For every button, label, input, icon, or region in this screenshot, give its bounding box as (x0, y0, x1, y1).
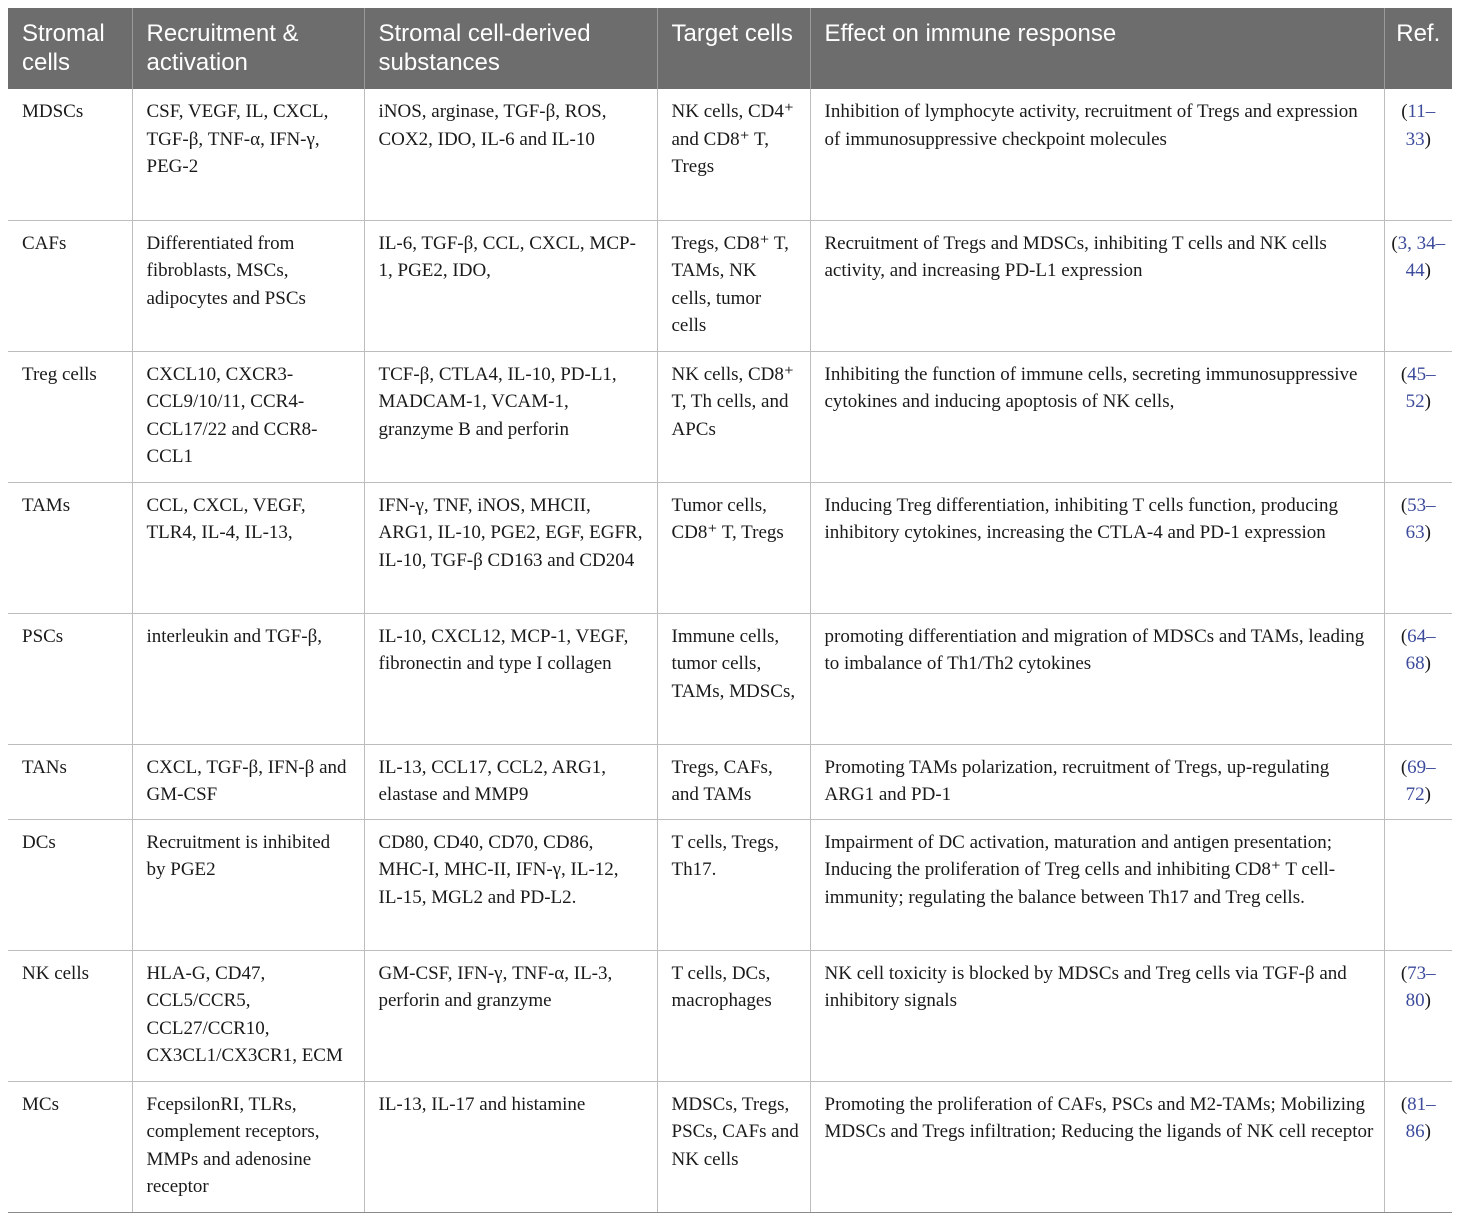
table-row (8, 744, 1452, 819)
cell-recruitment: interleukin and TGF-β, (132, 613, 364, 744)
cell-substances: iNOS, arginase, TGF-β, ROS, COX2, IDO, IL-6 and IL-10 (364, 89, 657, 220)
ref-close-paren: ) (1424, 653, 1431, 674)
header-target-cells: Target cells (657, 8, 810, 89)
cell-ref (1384, 744, 1452, 819)
header-recruitment-activation: Recruitment & activation (132, 8, 364, 89)
ref-open-paren: ( (1400, 756, 1408, 778)
cell-effect: promoting differentiation and migration of MDSCs and TAMs, leading to imbalance of Th1/Th2 cytokines (810, 613, 1384, 744)
cell-targets: Tregs, CAFs, and TAMs (657, 744, 810, 819)
ref-close-paren: ) (1424, 990, 1431, 1011)
cell-stromal: Treg cells (8, 351, 132, 482)
cell-recruitment: CXCL, TGF-β, IFN-β and GM-CSF (132, 744, 364, 819)
cell-effect: NK cell toxicity is blocked by MDSCs and Treg cells via TGF-β and inhibitory signals (810, 950, 1384, 1081)
cell-targets: Tregs, CD8⁺ T, TAMs, NK cells, tumor cells (657, 220, 810, 351)
ref-open-paren: ( (1391, 232, 1398, 254)
ref-open-paren: ( (1400, 1093, 1408, 1115)
cell-recruitment: HLA-G, CD47, CCL5/CCR5, CCL27/CCR10, CX3CL1/CX3CR1, ECM (132, 950, 364, 1081)
cell-stromal: PSCs (8, 613, 132, 744)
cell-stromal: TANs (8, 744, 132, 819)
ref-open-paren: ( (1401, 101, 1408, 122)
ref-link[interactable]: 81–86 (1405, 1093, 1436, 1142)
cell-ref (1384, 482, 1452, 613)
cell-ref (1384, 220, 1452, 351)
table-header (8, 8, 1452, 89)
cell-effect: Recruitment of Tregs and MDSCs, inhibiting T cells and NK cells activity, and increasing PD-L1 expression (810, 220, 1384, 351)
cell-substances: IL-6, TGF-β, CCL, CXCL, MCP-1, PGE2, IDO, (364, 220, 657, 351)
ref-link[interactable]: 69–72 (1405, 756, 1436, 805)
table-row (8, 1081, 1452, 1212)
cell-stromal: TAMs (8, 482, 132, 613)
cell-substances: GM-CSF, IFN-γ, TNF-α, IL-3, perforin and granzyme (364, 950, 657, 1081)
cell-ref (1384, 950, 1452, 1081)
cell-effect: Promoting the proliferation of CAFs, PSCs and M2-TAMs; Mobilizing MDSCs and Tregs infiltration; Reducing the ligands of NK cell receptor (810, 1081, 1384, 1212)
ref-open-paren: ( (1400, 625, 1408, 647)
cell-substances: IL-13, CCL17, CCL2, ARG1, elastase and MMP9 (364, 744, 657, 819)
cell-targets: NK cells, CD4⁺ and CD8⁺ T, Tregs (657, 89, 810, 220)
cell-stromal: MCs (8, 1081, 132, 1212)
cell-substances: IFN-γ, TNF, iNOS, MHCII, ARG1, IL-10, PGE2, EGF, EGFR, IL-10, TGF-β CD163 and CD204 (364, 482, 657, 613)
cell-targets: NK cells, CD8⁺ T, Th cells, and APCs (657, 351, 810, 482)
cell-substances: IL-10, CXCL12, MCP-1, VEGF, fibronectin and type I collagen (364, 613, 657, 744)
cell-recruitment: CXCL10, CXCR3-CCL9/10/11, CCR4-CCL17/22 and CCR8-CCL1 (132, 351, 364, 482)
header-effect-immune-response: Effect on immune response (810, 8, 1384, 89)
table-row (8, 819, 1452, 950)
ref-close-paren: ) (1424, 260, 1431, 281)
ref-close-paren: ) (1424, 1121, 1431, 1142)
table-body (8, 89, 1452, 1212)
cell-ref (1384, 1081, 1452, 1212)
table-row (8, 482, 1452, 613)
cell-targets: Tumor cells, CD8⁺ T, Tregs (657, 482, 810, 613)
ref-link[interactable]: 3, 34–44 (1397, 232, 1446, 281)
ref-link[interactable]: 73–80 (1405, 962, 1436, 1011)
ref-open-paren: ( (1400, 962, 1408, 984)
table-row (8, 89, 1452, 220)
header-derived-substances: Stromal cell-derived substances (364, 8, 657, 89)
cell-stromal: NK cells (8, 950, 132, 1081)
ref-open-paren: ( (1400, 363, 1408, 385)
cell-stromal: DCs (8, 819, 132, 950)
ref-link[interactable]: 53–63 (1405, 494, 1436, 543)
cell-targets: MDSCs, Tregs, PSCs, CAFs and NK cells (657, 1081, 810, 1212)
cell-effect: Inducing Treg differentiation, inhibiting T cells function, producing inhibitory cytokines, increasing the CTLA-4 and PD-1 expression (810, 482, 1384, 613)
cell-targets: T cells, Tregs, Th17. (657, 819, 810, 950)
ref-close-paren: ) (1424, 128, 1431, 150)
cell-recruitment: Recruitment is inhibited by PGE2 (132, 819, 364, 950)
cell-effect: Promoting TAMs polarization, recruitment of Tregs, up-regulating ARG1 and PD-1 (810, 744, 1384, 819)
cell-ref (1384, 613, 1452, 744)
cell-recruitment: CCL, CXCL, VEGF, TLR4, IL-4, IL-13, (132, 482, 364, 613)
ref-close-paren: ) (1424, 784, 1431, 805)
cell-effect: Inhibiting the function of immune cells, secreting immunosuppressive cytokines and inducing apoptosis of NK cells, (810, 351, 1384, 482)
ref-link[interactable]: 11–33 (1405, 101, 1436, 150)
ref-close-paren: ) (1424, 522, 1431, 543)
ref-open-paren: ( (1400, 494, 1408, 516)
ref-link[interactable]: 64–68 (1405, 625, 1436, 674)
cell-recruitment: CSF, VEGF, IL, CXCL, TGF-β, TNF-α, IFN-γ, PEG-2 (132, 89, 364, 220)
cell-substances: IL-13, IL-17 and histamine (364, 1081, 657, 1212)
header-row (8, 8, 1452, 89)
cell-stromal: MDSCs (8, 89, 132, 220)
cell-stromal: CAFs (8, 220, 132, 351)
cell-effect: Impairment of DC activation, maturation and antigen presentation; Inducing the proliferation of Treg cells and inhibiting CD8⁺ T cell- immunity; regulating the balance between Th17 and Treg cells. (810, 819, 1384, 950)
table-row (8, 613, 1452, 744)
cell-targets: Immune cells, tumor cells, TAMs, MDSCs, (657, 613, 810, 744)
cell-ref (1384, 819, 1452, 950)
header-stromal-cells: Stromal cells (8, 8, 132, 89)
cell-ref (1384, 351, 1452, 482)
ref-link[interactable]: 45–52 (1405, 363, 1436, 412)
cell-effect: Inhibition of lymphocyte activity, recruitment of Tregs and expression of immunosuppressive checkpoint molecules (810, 89, 1384, 220)
cell-ref (1384, 89, 1452, 220)
cell-targets: T cells, DCs, macrophages (657, 950, 810, 1081)
table-row (8, 220, 1452, 351)
ref-close-paren: ) (1424, 391, 1431, 412)
stromal-cells-table (8, 8, 1452, 1213)
header-ref: Ref. (1384, 8, 1452, 89)
cell-substances: TCF-β, CTLA4, IL-10, PD-L1, MADCAM-1, VCAM-1, granzyme B and perforin (364, 351, 657, 482)
table-row (8, 950, 1452, 1081)
cell-recruitment: FcepsilonRI, TLRs, complement receptors, MMPs and adenosine receptor (132, 1081, 364, 1212)
table-row (8, 351, 1452, 482)
cell-recruitment: Differentiated from fibroblasts, MSCs, adipocytes and PSCs (132, 220, 364, 351)
cell-substances: CD80, CD40, CD70, CD86, MHC-I, MHC-II, IFN-γ, IL-12, IL-15, MGL2 and PD-L2. (364, 819, 657, 950)
